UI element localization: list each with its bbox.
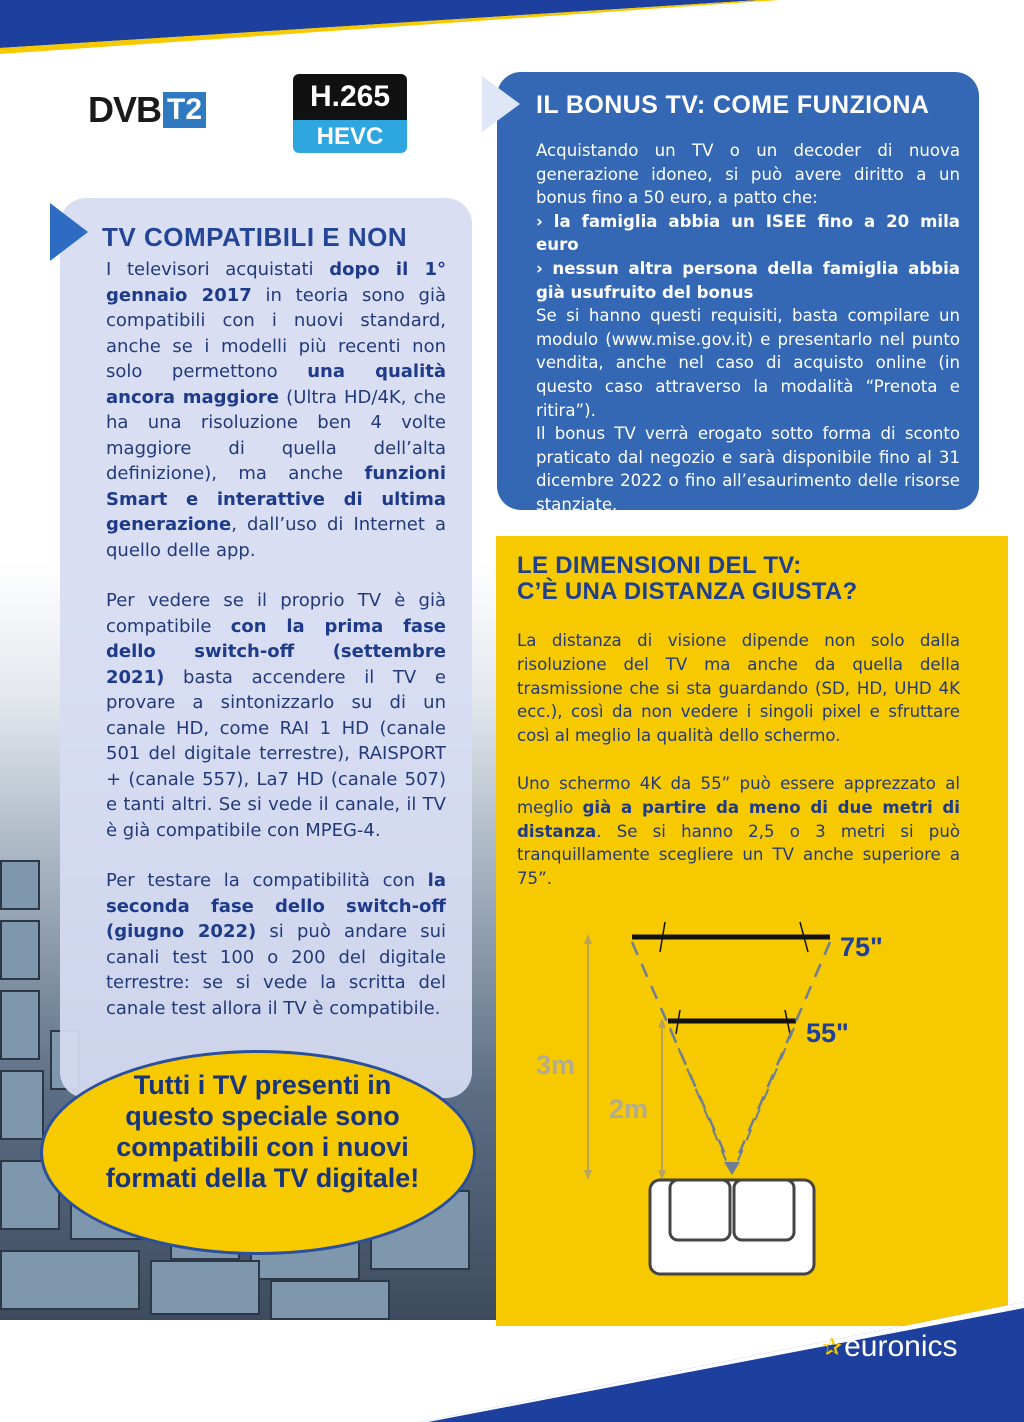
viewing-distance-diagram: [520, 900, 900, 1280]
label-75-inch: 75": [840, 932, 883, 962]
compatibility-paragraph-3: Per testare la compatibilità con la seconda fase dello switch-off (giugno 2022) si può andare sui canali test 100 o 200 del digitale terrestre: se si vede la scritta del canale test allora il TV è compatibile.: [106, 870, 446, 1019]
callout-text: Tutti i TV presenti in questo speciale sono compatibili con i nuovi formati della TV digitale!: [105, 1070, 420, 1193]
compatibility-paragraph-1: I televisori acquistati dopo il 1° gennaio 2017 in teoria sono già compatibili con i nuovi standard, anche se i modelli più recenti non solo permettono una qualità ancora maggiore (Ultra HD/4K, che ha una risoluzione ben 4 volte maggiore di quella dell’alta definizione), ma anche funzioni Smart e interattive di ultima generazione, dall’uso di Internet a quello delle app.: [106, 259, 447, 561]
t2-logo-text: T2: [163, 92, 206, 128]
tv-distance-text: [517, 629, 960, 915]
label-55-inch: 55": [806, 1018, 849, 1048]
dvb-logo-text: DVB: [88, 89, 162, 130]
euronics-brand-name: euronics: [844, 1330, 958, 1363]
bonus-paragraph-2: Se si hanno questi requisiti, basta compilare un modulo (www.mise.gov.it) e presentarlo nel punto vendita, anche nel caso di acquisto online (in questo caso attraverso la modalità “Prenota e ritira”).: [536, 306, 960, 420]
label-3m: 3m: [536, 1050, 576, 1080]
top-decorative-band: [0, 0, 1024, 70]
dvb-t2-logo: [88, 90, 206, 130]
compatibility-title: TV COMPATIBILI E NON: [102, 222, 408, 252]
tv-distance-paragraph-2: Uno schermo 4K da 55” può essere apprezzato al meglio già a partire da meno di due metri di distanza. Se si hanno 2,5 o 3 metri si può tranquillamente scegliere un TV anche superiore a 75”.: [517, 773, 960, 889]
bonus-tv-title: IL BONUS TV: COME FUNZIONA: [536, 91, 930, 119]
bonus-intro: Acquistando un TV o un decoder di nuova generazione idoneo, si può avere diritto a un bonus fino a 50 euro, a patto che:: [536, 141, 960, 208]
triangle-arrow-icon: [50, 203, 88, 261]
bonus-condition-1: › la famiglia abbia un ISEE fino a 20 mila euro: [536, 211, 960, 255]
h265-hevc-logo: [293, 74, 407, 153]
sofa-icon: [650, 1180, 814, 1274]
hevc-logo-text: HEVC: [293, 120, 407, 153]
euronics-logo: [822, 1330, 958, 1364]
tv-distance-title: LE DIMENSIONI DEL TV: C’È UNA DISTANZA GIUSTA?: [517, 552, 858, 605]
bonus-paragraph-3: Il bonus TV verrà erogato sotto forma di sconto praticato dal negozio e sarà disponibile fino al 31 dicembre 2022 o fino all’esaurimento delle risorse stanziate.: [536, 424, 960, 514]
compatibility-text: [106, 257, 446, 1046]
tv-distance-paragraph-1: La distanza di visione dipende non solo dalla risoluzione del TV ma anche da quella della trasmissione che si sta guardando (SD, HD, UHD 4K ecc.), così da non vedere i singoli pixel e sfruttare così al meglio la qualità dello schermo.: [517, 631, 960, 746]
triangle-arrow-icon: [482, 76, 520, 132]
label-2m: 2m: [609, 1094, 649, 1124]
star-icon: ✰: [822, 1333, 843, 1361]
bonus-tv-text: [536, 139, 960, 517]
h265-logo-text: H.265: [293, 74, 407, 120]
bonus-condition-2: › nessun altra persona della famiglia abbia già usufruito del bonus: [536, 258, 960, 302]
compatibility-paragraph-2: Per vedere se il proprio TV è già compatibile con la prima fase dello switch-off (settembre 2021) basta accendere il TV e provare a sintonizzarlo su di un canale HD, come RAI 1 HD (canale 501 del digitale terrestre), RAISPORT + (canale 557), La7 HD (canale 507) e tanti altri. Se si vede il canale, il TV è già compatibile con MPEG-4.: [106, 590, 447, 841]
